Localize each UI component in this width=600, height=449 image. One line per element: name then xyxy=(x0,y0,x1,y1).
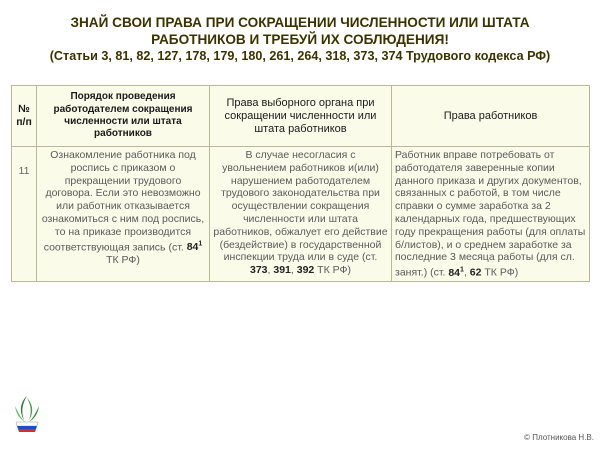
rights-table xyxy=(11,85,590,282)
cell-worker-text: Работник вправе потребовать от работодателя заверенные копии данного приказа и других документов, связанных с работой, в том числе справки о сумме заработка за 2 календарных года, предшествующих году прекращения работы (для оплаты б/листов), и о среднем заработке за последние 3 месяца работы xyxy=(395,149,586,264)
trade-union-logo-icon xyxy=(10,392,44,434)
cell-union-text: В случае несогласия с увольнением работников и(или) нарушением работодателем трудового законодательства при осуществлении сокращения численности или штата работников, обжалует его действие (бездействие) в государственной инспекции труда или в суде xyxy=(213,149,388,264)
title-line-1: ЗНАЙ СВОИ ПРАВА ПРИ СОКРАЩЕНИИ ЧИСЛЕННОСТИ ИЛИ ШТАТА xyxy=(70,15,530,30)
cell-procedure-ref: (ст. $84^1$ ТК РФ) xyxy=(106,240,203,266)
cell-union-rights xyxy=(210,147,392,282)
cell-procedure-text: Ознакомление работника под роспись с приказом о прекращении трудового договора. Если это невозможно или работник отказывается ознакомиться с ним под роспись, то на приказе производится соответствующая запись xyxy=(41,149,205,254)
table-row xyxy=(12,147,590,282)
page-title xyxy=(0,14,600,65)
cell-worker-ref: (для сл. занят.) (ст. $84^1$, 62 ТК РФ) xyxy=(395,251,575,279)
cell-worker-rights xyxy=(392,147,590,282)
header-worker-rights: Права работников xyxy=(392,86,590,147)
copyright-text: © Плотникова Н.В. xyxy=(524,433,594,442)
table-header-row xyxy=(12,86,590,147)
title-line-2: РАБОТНИКОВ И ТРЕБУЙ ИХ СОБЛЮДЕНИЯ! xyxy=(151,32,449,47)
cell-procedure xyxy=(37,147,210,282)
cell-union-ref: (ст. 373, 391, 392 ТК РФ) xyxy=(249,251,378,277)
header-num: № п/п xyxy=(12,86,37,147)
title-line-3: (Статьи 3, 81, 82, 127, 178, 179, 180, 261, 264, 318, 373, 374 Трудового кодекса РФ) xyxy=(49,49,551,63)
header-union-rights: Права выборного органа при сокращении численности или штата работников xyxy=(210,86,392,147)
header-procedure: Порядок проведения работодателем сокращения численности или штата работников xyxy=(37,86,210,147)
row-number: 11 xyxy=(12,147,37,282)
